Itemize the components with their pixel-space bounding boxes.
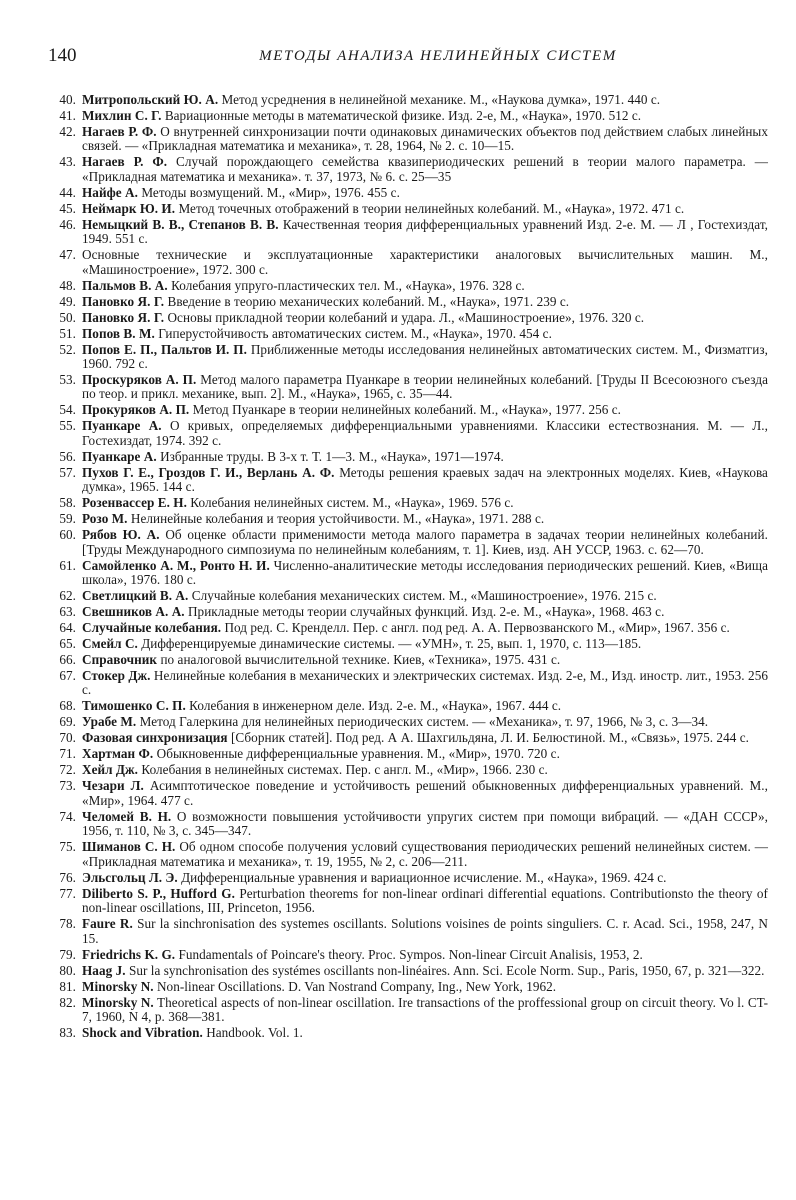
reference-entry — [48, 887, 768, 916]
reference-number: 50. — [59, 309, 76, 325]
reference-author: Пуанкаре А. — [82, 448, 157, 464]
reference-number: 60. — [59, 527, 76, 543]
reference-number: 68. — [59, 698, 76, 714]
reference-author: Пановко Я. Г. — [82, 309, 165, 325]
reference-text: Случайные колебания механических систем. М., «Машиностроение», 1976. 215 с. — [191, 588, 657, 604]
reference-text: Численно-аналитические методы исследования периодических решений. Киев, «Вища школа», 1976. 180 с. — [82, 557, 768, 588]
reference-number: 56. — [59, 448, 76, 464]
reference-author: Урабе М. — [82, 714, 137, 730]
reference-text: Theoretical aspects of non-linear oscillation. Ire transactions of the proffessional group on circuit theory. Vo l. CT-7, 1960, N 4, p. 368—381. — [82, 994, 769, 1024]
reference-text: О кривых, определяемых дифференциальными уравнениями. Классики естествознания. М. — Л., Гостехиздат, 1974. 392 с. — [82, 418, 768, 448]
reference-number: 69. — [59, 714, 76, 730]
reference-author: Найфе А. — [82, 184, 138, 200]
reference-list — [48, 93, 768, 1042]
reference-entry — [48, 917, 768, 946]
reference-author: Прокуряков А. П. — [82, 402, 190, 418]
reference-number: 43. — [59, 154, 76, 170]
reference-number: 67. — [59, 668, 76, 684]
reference-entry — [48, 186, 768, 200]
reference-author: Shock and Vibration. — [82, 1024, 203, 1040]
reference-text: Методы возмущений. М., «Мир», 1976. 455 с. — [141, 184, 400, 200]
reference-entry — [48, 948, 768, 962]
reference-author: Смейл С. — [82, 636, 138, 652]
reference-entry — [48, 810, 768, 839]
reference-entry — [48, 496, 768, 510]
reference-entry — [48, 731, 768, 745]
reference-text: Метод точечных отображений в теории нелинейных колебаний. М., «Наука», 1972. 471 с. — [178, 200, 685, 216]
reference-text: Метод Галеркина для нелинейных периодических систем. — «Механика», т. 97, 1966, № 3, с. 3—34. — [139, 714, 709, 730]
reference-author: Попов В. М. — [82, 325, 155, 341]
reference-entry — [48, 996, 768, 1025]
reference-text: [Сборник статей]. Под ред. А А. Шахгильдяна, Л. И. Белюстиной. М., «Связь», 1975. 244 с. — [230, 730, 749, 746]
reference-text: Sur la synchronisation des systémes oscillants non-linéaires. Ann. Sci. Ecole Norm. Sup., Paris, 1950, 67, p. 321—322. — [128, 962, 765, 978]
reference-number: 49. — [59, 293, 76, 309]
reference-author: Шиманов С. Н. — [82, 839, 176, 855]
reference-author: Minorsky N. — [82, 978, 154, 994]
reference-entry — [48, 248, 768, 277]
reference-text: Введение в теорию механических колебаний. М., «Наука», 1971. 239 с. — [167, 293, 570, 309]
reference-author: Тимошенко С. П. — [82, 698, 186, 714]
reference-text: Метод усреднения в нелинейной механике. М., «Наукова думка», 1971. 440 с. — [221, 92, 661, 107]
reference-entry — [48, 605, 768, 619]
reference-author: Свешников А. А. — [82, 604, 185, 620]
reference-number: 80. — [59, 962, 76, 978]
reference-number: 46. — [59, 216, 76, 232]
reference-number: 73. — [59, 778, 76, 794]
reference-number: 75. — [59, 839, 76, 855]
reference-text: Основные технические и эксплуатационные характеристики аналоговых вычислительных машин. М., «Машиностроение», 1972. 300 с. — [82, 247, 768, 277]
reference-number: 81. — [59, 978, 76, 994]
reference-entry — [48, 559, 768, 588]
reference-text: Колебания в инженерном деле. Изд. 2-е. М., «Наука», 1967. 444 с. — [189, 698, 562, 714]
reference-author: Diliberto S. P., Hufford G. — [82, 885, 235, 901]
reference-author: Пановко Я. Г. — [82, 293, 165, 309]
reference-number: 79. — [59, 946, 76, 962]
reference-number: 76. — [59, 869, 76, 885]
reference-text: Основы прикладной теории колебаний и удара. Л., «Машиностроение», 1976. 320 с. — [167, 309, 645, 325]
reference-author: Minorsky N. — [82, 994, 154, 1010]
reference-text: Колебания упруго-пластических тел. М., «Наука», 1976. 328 с. — [171, 277, 525, 293]
reference-number: 61. — [59, 557, 76, 573]
reference-number: 64. — [59, 620, 76, 636]
reference-number: 54. — [59, 402, 76, 418]
reference-text: Нелинейные колебания в механических и электрических системах. Изд. 2-е, М., Изд. иностр. лит., 1953. 256 с. — [82, 668, 768, 698]
reference-author: Неймарк Ю. И. — [82, 200, 176, 216]
page-header — [48, 44, 778, 68]
reference-number: 41. — [59, 108, 76, 123]
reference-text: О внутренней синхронизации почти одинаковых динамических объектов под действием слабых линейных связей. — «Прикладная математика и механика», т. 28, 1964, № 2. с. 10—15. — [82, 124, 768, 154]
reference-text: Колебания нелинейных систем. М., «Наука», 1969. 576 с. — [190, 495, 514, 511]
reference-entry — [48, 295, 768, 309]
reference-entry — [48, 109, 768, 123]
reference-author: Справочник — [82, 652, 158, 668]
reference-text: Fundamentals of Poincare's theory. Proc. Sympos. Non-linear Circuit Analisis, 1953, 2. — [178, 946, 643, 962]
reference-entry — [48, 763, 768, 777]
reference-entry — [48, 621, 768, 635]
reference-number: 58. — [59, 495, 76, 511]
reference-author: Митропольский Ю. А. — [82, 92, 219, 107]
reference-author: Пальмов В. А. — [82, 277, 168, 293]
reference-entry — [48, 512, 768, 526]
reference-entry — [48, 311, 768, 325]
reference-entry — [48, 715, 768, 729]
reference-text: Sur la sinchronisation des systemes oscillants. Solutions voisines de points singuliers. C. r. Acad. Sci., 1958, 247, N 15. — [82, 916, 768, 946]
reference-entry — [48, 155, 768, 184]
reference-number: 71. — [59, 746, 76, 762]
reference-text: Вариационные методы в математической физике. Изд. 2-е, М., «Наука», 1970. 512 с. — [164, 108, 642, 123]
reference-author: Friedrichs K. G. — [82, 946, 176, 962]
reference-entry — [48, 699, 768, 713]
reference-author: Случайные колебания. — [82, 620, 222, 636]
reference-text: Нелинейные колебания и теория устойчивости. М., «Наука», 1971. 288 с. — [130, 511, 545, 527]
reference-text: Дифференциальные уравнения и вариационное исчисление. М., «Наука», 1969. 424 с. — [181, 869, 667, 885]
reference-author: Нагаев Р. Ф. — [82, 154, 168, 170]
reference-author: Хейл Дж. — [82, 762, 139, 778]
reference-entry — [48, 202, 768, 216]
reference-author: Стокер Дж. — [82, 668, 151, 684]
reference-entry — [48, 419, 768, 448]
reference-entry — [48, 669, 768, 698]
reference-author: Пуанкаре А. — [82, 418, 162, 434]
reference-number: 83. — [59, 1024, 76, 1040]
reference-number: 65. — [59, 636, 76, 652]
reference-number: 53. — [59, 372, 76, 388]
reference-entry — [48, 980, 768, 994]
reference-text: Метод малого параметра Пуанкаре в теории нелинейных колебаний. [Труды II Всесоюзного съезда по теор. и прикл. механике, вып. 2]. М., «Наука», 1965, с. 35—44. — [82, 372, 768, 402]
reference-entry — [48, 589, 768, 603]
reference-entry — [48, 637, 768, 651]
reference-author: Эльсгольц Л. Э. — [82, 869, 178, 885]
reference-text: О возможности повышения устойчивости упругих систем при помощи вибраций. — «ДАН СССР», 1956, т. 110, № 3, с. 345—347. — [82, 808, 768, 839]
reference-number: 45. — [59, 200, 76, 216]
reference-number: 42. — [59, 124, 76, 139]
reference-text: Методы решения краевых задач на электронных моделях. Киев, «Наукова думка», 1965. 144 с. — [82, 464, 768, 495]
reference-author: Haag J. — [82, 962, 126, 978]
reference-number: 55. — [59, 418, 76, 434]
reference-author: Faure R. — [82, 916, 133, 932]
reference-entry — [48, 840, 768, 869]
reference-author: Проскуряков А. П. — [82, 372, 197, 388]
reference-number: 78. — [59, 916, 76, 932]
reference-author: Светлицкий В. А. — [82, 588, 189, 604]
reference-number: 48. — [59, 277, 76, 293]
reference-number: 44. — [59, 184, 76, 200]
reference-text: Об одном способе получения условий существования периодических решений нелинейных систем. — «Прикладная математика и механика», т. 19, 1955, № 2, с. 206—211. — [82, 839, 768, 869]
reference-author: Рябов Ю. А. — [82, 527, 160, 543]
reference-entry — [48, 1026, 768, 1040]
reference-number: 82. — [59, 994, 76, 1010]
reference-author: Немыцкий В. В., Степанов В. В. — [82, 216, 279, 232]
reference-entry — [48, 343, 768, 372]
reference-text: Асимптотическое поведение и устойчивость решений обыкновенных дифференциальных уравнений. М., «Мир», 1964. 477 с. — [82, 778, 768, 808]
running-title: МЕТОДЫ АНАЛИЗА НЕЛИНЕЙНЫХ СИСТЕМ — [259, 48, 617, 64]
reference-author: Хартман Ф. — [82, 746, 154, 762]
reference-number: 51. — [59, 325, 76, 341]
reference-text: Гиперустойчивость автоматических систем. М., «Наука», 1970. 454 с. — [158, 325, 552, 341]
reference-number: 57. — [59, 464, 76, 480]
reference-entry — [48, 779, 768, 808]
reference-number: 66. — [59, 652, 76, 668]
reference-entry — [48, 871, 768, 885]
reference-entry — [48, 125, 768, 154]
reference-text: Non-linear Oscillations. D. Van Nostrand Company, Ing., New York, 1962. — [156, 978, 557, 994]
reference-number: 70. — [59, 730, 76, 746]
reference-text: Под ред. С. Кренделл. Пер. с англ. под ред. А. А. Первозванского М., «Мир», 1967. 356 с. — [224, 620, 730, 636]
reference-text: Случай порождающего семейства квазипериодических решений в теории малого параметра. — «Прикладная математика и механика». т. 37, 1973, № 6. с. 25—35 — [82, 154, 768, 184]
reference-entry — [48, 279, 768, 293]
reference-author: Самойленко А. М., Ронто Н. И. — [82, 557, 270, 573]
reference-text: Обыкновенные дифференциальные уравнения. М., «Мир», 1970. 720 с. — [156, 746, 560, 762]
reference-text: Дифференцируемые динамические системы. — «УМН», т. 25, вып. 1, 1970, с. 113—185. — [141, 636, 642, 652]
reference-author: Фазовая синхронизация — [82, 730, 228, 746]
reference-author: Попов Е. П., Пальтов И. П. — [82, 341, 247, 357]
reference-author: Чезари Л. — [82, 778, 144, 794]
reference-text: Приближенные методы исследования нелинейных автоматических систем. М., Физматгиз, 1960. 792 с. — [82, 341, 768, 372]
reference-author: Розо М. — [82, 511, 128, 527]
reference-number: 72. — [59, 762, 76, 778]
page-number: 140 — [48, 45, 77, 66]
reference-number: 59. — [59, 511, 76, 527]
reference-text: Избранные труды. В 3-х т. Т. 1—3. М., «Наука», 1971—1974. — [160, 448, 504, 464]
reference-text: Handbook. Vol. 1. — [206, 1024, 303, 1040]
reference-author: Нагаев Р. Ф. — [82, 124, 157, 139]
reference-text: Метод Пуанкаре в теории нелинейных колебаний. М., «Наука», 1977. 256 с. — [192, 402, 621, 418]
reference-number: 47. — [59, 247, 76, 263]
reference-number: 40. — [59, 92, 76, 107]
reference-text: Об оценке области применимости метода малого параметра в задачах теории нелинейных колебаний. [Труды Международного симпозиума по нелинейным колебаниям, т. 1]. Киев, изд. АН УССР, 1963. с. 62—70. — [82, 527, 768, 557]
reference-entry — [48, 747, 768, 761]
reference-author: Михлин С. Г. — [82, 108, 162, 123]
reference-number: 74. — [59, 808, 76, 824]
reference-entry — [48, 466, 768, 495]
reference-entry — [48, 403, 768, 417]
reference-text: Колебания в нелинейных системах. Пер. с англ. М., «Мир», 1966. 230 с. — [141, 762, 548, 778]
reference-number: 63. — [59, 604, 76, 620]
reference-entry — [48, 528, 768, 557]
reference-text: Качественная теория дифференциальных уравнений Изд. 2-е. М. — Л , Гостехиздат, 1949. 551 с. — [82, 216, 768, 247]
reference-entry — [48, 373, 768, 402]
reference-number: 77. — [59, 885, 76, 901]
reference-entry — [48, 327, 768, 341]
reference-entry — [48, 653, 768, 667]
reference-entry — [48, 964, 768, 978]
reference-text: Прикладные методы теории случайных функций. Изд. 2-е. М., «Наука», 1968. 463 с. — [187, 604, 665, 620]
reference-number: 62. — [59, 588, 76, 604]
reference-entry — [48, 93, 768, 107]
reference-author: Пухов Г. Е., Гроздов Г. И., Верлань А. Ф. — [82, 464, 335, 480]
reference-entry — [48, 450, 768, 464]
reference-author: Челомей В. Н. — [82, 808, 172, 824]
reference-entry — [48, 218, 768, 247]
reference-number: 52. — [59, 341, 76, 357]
reference-author: Розенвассер Е. Н. — [82, 495, 187, 511]
reference-text: по аналоговой вычислительной технике. Киев, «Техника», 1975. 431 с. — [160, 652, 561, 668]
reference-text: Perturbation theorems for non-linear ordinari differential equations. Contributionsto the theory of non-linear oscillations, III, Princeton, 1956. — [82, 885, 768, 916]
